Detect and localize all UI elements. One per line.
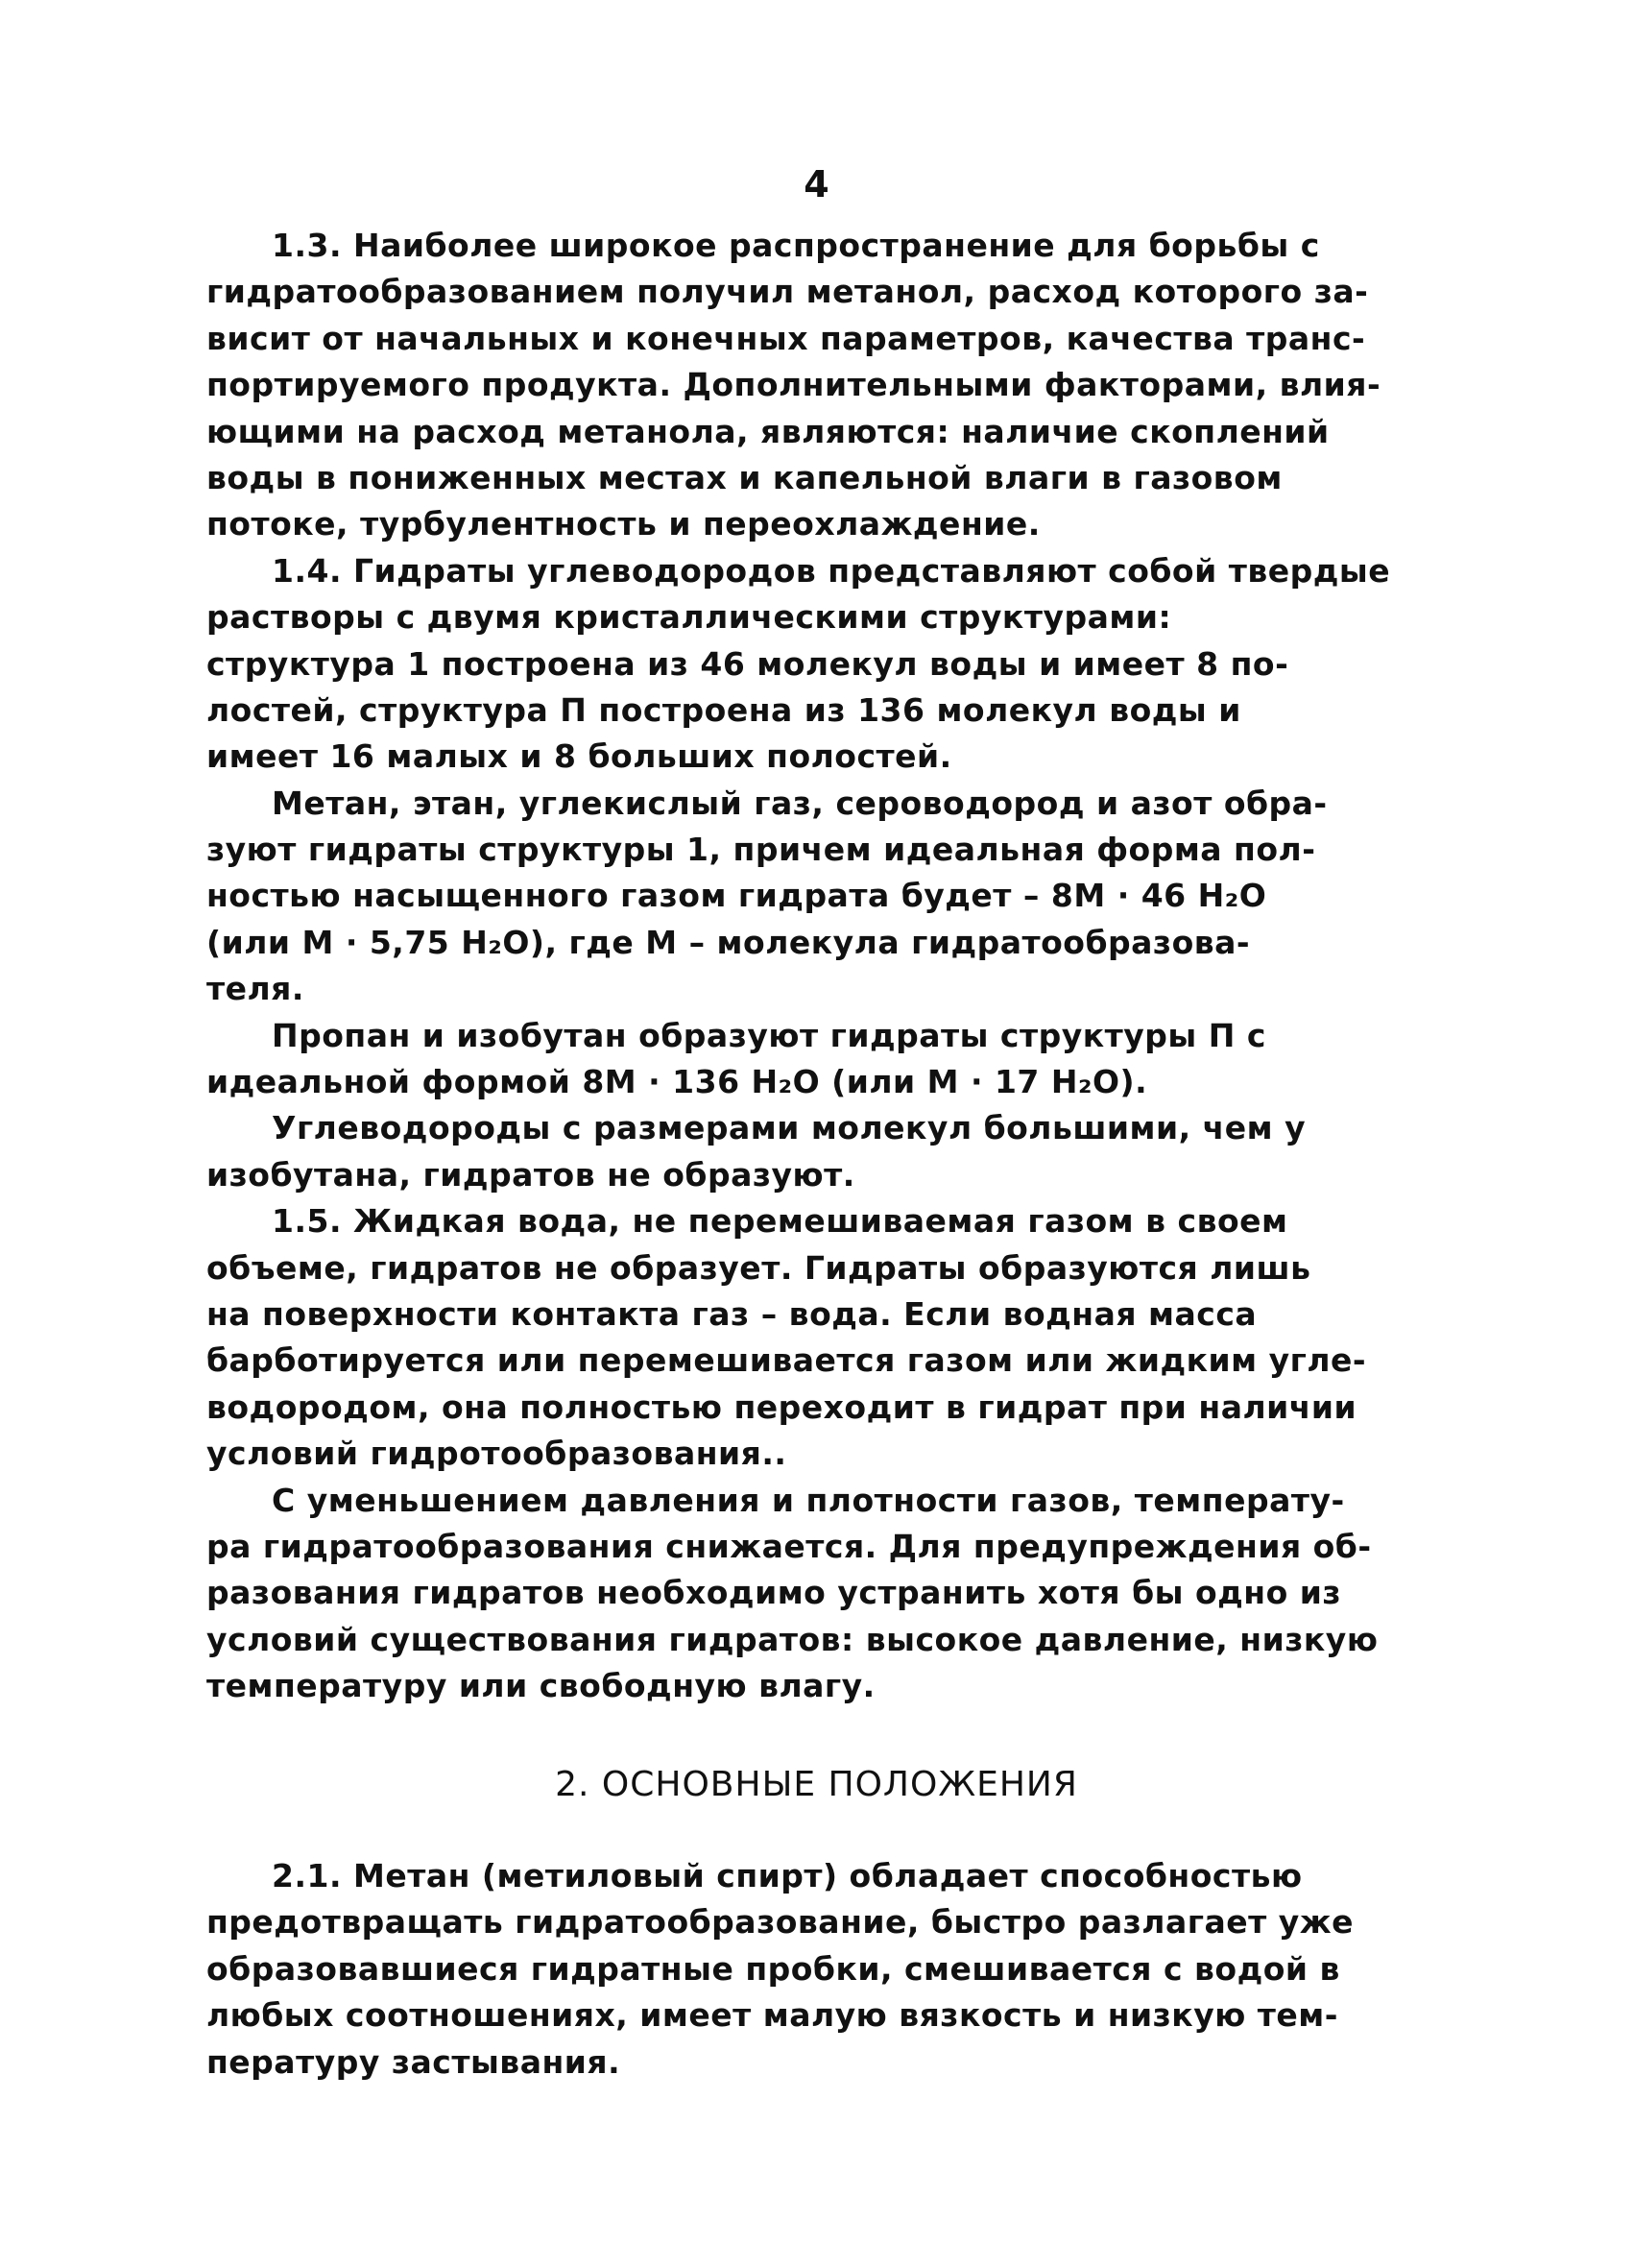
text-line: 2.1. Метан (метиловый спирт) обладает способностью <box>272 1857 1303 1894</box>
text-line: зуют гидраты структуры 1, причем идеальная форма пол- <box>206 831 1316 869</box>
text-line: 1.4. Гидраты углеводородов представляют собой твердые <box>272 551 1391 590</box>
text-line: предотвращать гидратообразование, быстро разлагает уже <box>206 1903 1354 1942</box>
text-line: теля. <box>206 970 304 1008</box>
text-line: структура 1 построена из 46 молекул воды и имеет 8 по- <box>206 644 1289 683</box>
text-line: пературу застывания. <box>206 2042 621 2081</box>
text-line: идеальной формой 8М · 136 Н₂О (или М · 17 Н₂О). <box>206 1063 1148 1101</box>
text-line: температуру или свободную влагу. <box>206 1667 876 1705</box>
text-line: гидратообразованием получил метанол, расход которого за- <box>206 273 1369 311</box>
text-line: воды в пониженных местах и капельной влаги в газовом <box>206 458 1283 496</box>
text-line: растворы с двумя кристаллическими структурами: <box>206 598 1172 637</box>
text-line: барботируется или перемешивается газом или жидким угле- <box>206 1341 1367 1380</box>
text-line: образовавшиеся гидратные пробки, смешивается с водой в <box>206 1949 1340 1988</box>
text-line: портируемого продукта. Дополнительными факторами, влия- <box>206 366 1381 404</box>
text-line: условий гидротообразования.. <box>206 1435 787 1473</box>
text-line: разования гидратов необходимо устранить хотя бы одно из <box>206 1574 1342 1612</box>
text-line: объеме, гидратов не образует. Гидраты образуются лишь <box>206 1248 1311 1287</box>
text-line: Метан, этан, углекислый газ, сероводород и азот обра- <box>272 784 1328 822</box>
text-line: условий существования гидратов: высокое давление, низкую <box>206 1620 1379 1658</box>
text-line: потоке, турбулентность и переохлаждение. <box>206 505 1041 543</box>
text-line: висит от начальных и конечных параметров, качества транс- <box>206 319 1366 357</box>
text-line: 1.3. Наиболее широкое распространение для борьбы с <box>272 227 1320 264</box>
text-line: Пропан и изобутан образуют гидраты структуры П с <box>272 1016 1266 1054</box>
text-line: на поверхности контакта газ – вода. Если водная масса <box>206 1294 1258 1333</box>
text-line: любых соотношениях, имеет малую вязкость и низкую тем- <box>206 1996 1338 2035</box>
text-line: (или М · 5,75 Н₂О), где М – молекула гидратообразова- <box>206 923 1251 961</box>
text-line: изобутана, гидратов не образуют. <box>206 1155 855 1194</box>
text-line: лостей, структура П построена из 136 молекул воды и <box>206 690 1241 729</box>
section-title: 2. ОСНОВНЫЕ ПОЛОЖЕНИЯ <box>555 1765 1078 1804</box>
page-number: 4 <box>804 163 829 205</box>
text-line: водородом, она полностью переходит в гидрат при наличии <box>206 1387 1357 1426</box>
text-line: имеет 16 малых и 8 больших полостей. <box>206 737 952 776</box>
text-line: Углеводороды с размерами молекул большими, чем у <box>272 1109 1307 1147</box>
text-line: С уменьшением давления и плотности газов, температу- <box>272 1481 1345 1519</box>
text-line: ра гидратообразования снижается. Для предупреждения об- <box>206 1527 1372 1565</box>
text-line: ющими на расход метанола, являются: наличие скоплений <box>206 412 1330 450</box>
text-line: 1.5. Жидкая вода, не перемешиваемая газом в своем <box>272 1202 1288 1241</box>
text-block-part1 <box>206 223 1454 1710</box>
text-block-part2 <box>206 1853 1454 2086</box>
text-line: ностью насыщенного газом гидрата будет – 8М · 46 Н₂О <box>206 877 1267 915</box>
